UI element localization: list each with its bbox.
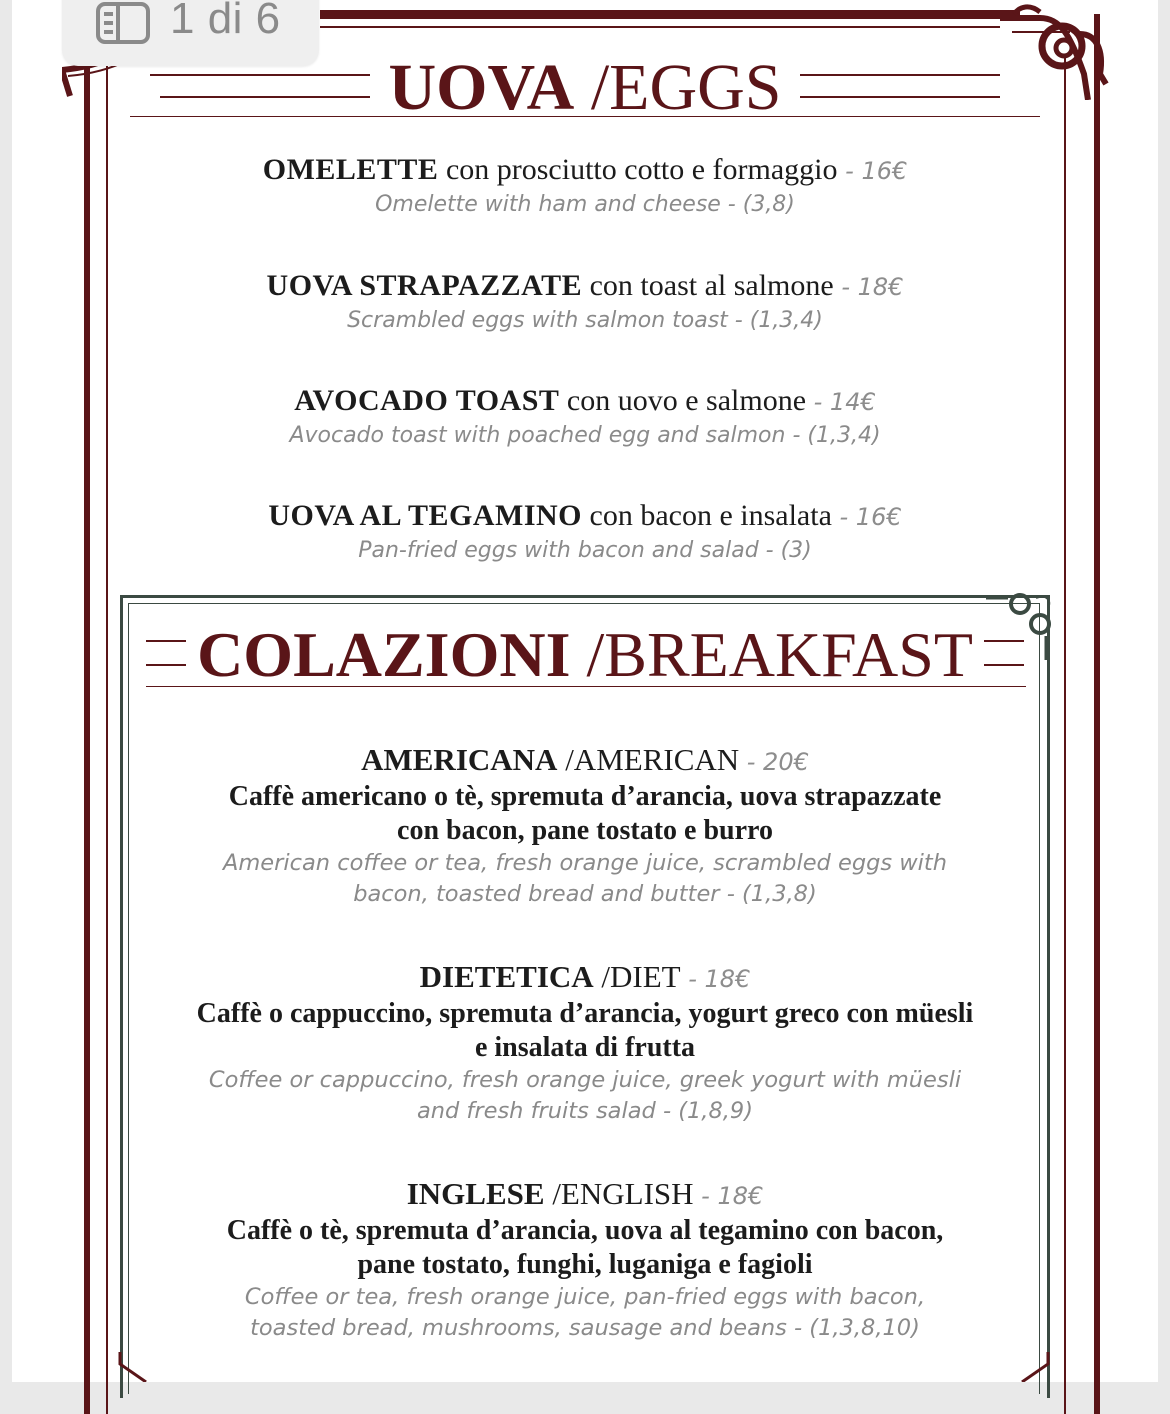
item-name-en: /DIET [593,959,681,994]
top-border-thin [320,26,1000,28]
item-desc-it: pane tostato, funghi, luganiga e fagioli [357,1249,813,1280]
title-separator: / [574,51,610,124]
bottom-corner-ornament [116,1352,156,1382]
item-desc-en: American coffee or tea, fresh orange juice, scrambled eggs with [222,850,947,876]
title-separator: / [570,619,605,690]
breakfast-section-title [0,618,1170,692]
item-name: OMELETTE [262,153,439,186]
bottom-corner-ornament [1012,1352,1052,1382]
menu-item [0,268,1170,336]
item-name: DIETETICA [419,959,594,994]
item-desc-it: Caffè americano o tè, spremuta d’arancia, uova strapazzate [228,781,942,812]
title-it: COLAZIONI [197,619,571,690]
item-desc-it: con toast al salmone [582,269,834,302]
item-desc-en: and fresh fruits salad - (1,8,9) [416,1098,754,1124]
title-en: BREAKFAST [604,619,973,690]
title-en: EGGS [609,51,782,124]
item-desc-en: toasted bread, mushrooms, sausage and beans - (1,3,8,10) [250,1315,920,1341]
item-price: - 18€ [680,965,751,993]
item-name: AVOCADO TOAST [294,384,560,417]
item-desc-it: con uovo e salmone [559,384,807,417]
item-desc-en: Coffee or cappuccino, fresh orange juice, greek yogurt with müesli [208,1067,962,1093]
item-price: - 18€ [693,1182,764,1210]
item-desc-it: con bacon, pane tostato e burro [397,815,773,846]
menu-item [0,152,1170,220]
top-border [320,10,1020,19]
item-desc-it: con prosciutto cotto e formaggio [438,153,838,186]
sidebar-icon[interactable] [96,2,152,44]
item-desc-en: Coffee or tea, fresh orange juice, pan-fried eggs with bacon, [244,1284,926,1310]
item-desc-en: Omelette with ham and cheese - (3,8) [375,192,795,217]
item-name-en: /ENGLISH [544,1176,694,1211]
item-desc-it: Caffè o cappuccino, spremuta d’arancia, yogurt greco con müesli [196,998,974,1029]
page-indicator: 1 di 6 [170,0,281,43]
item-name: UOVA STRAPAZZATE [266,269,583,302]
item-name: AMERICANA [361,742,558,777]
title-it: UOVA [388,51,575,124]
item-price: - 20€ [739,748,809,776]
item-name-en: /AMERICAN [557,742,740,777]
menu-item [0,498,1170,566]
item-desc-it: e insalata di frutta [474,1032,696,1063]
item-price: - 16€ [837,157,908,185]
item-price: - 14€ [806,388,876,416]
item-desc-en: Avocado toast with poached egg and salmon - (1,3,4) [289,423,881,448]
item-desc-it: Caffè o tè, spremuta d’arancia, uova al tegamino con bacon, [226,1215,944,1246]
item-name: UOVA AL TEGAMINO [268,499,582,532]
item-desc-it: con bacon e insalata [582,499,832,532]
item-price: - 16€ [831,503,902,531]
menu-item [0,383,1170,451]
item-desc-en: bacon, toasted bread and butter - (1,3,8) [353,881,817,907]
item-name: INGLESE [406,1176,545,1211]
breakfast-item [0,959,1170,1127]
item-desc-en: Scrambled eggs with salmon toast - (1,3,4) [347,308,823,333]
breakfast-item [0,1176,1170,1344]
item-price: - 18€ [833,273,904,301]
item-desc-en: Pan-fried eggs with bacon and salad - (3) [358,538,812,563]
breakfast-item [0,742,1170,910]
eggs-section-title [0,50,1170,126]
